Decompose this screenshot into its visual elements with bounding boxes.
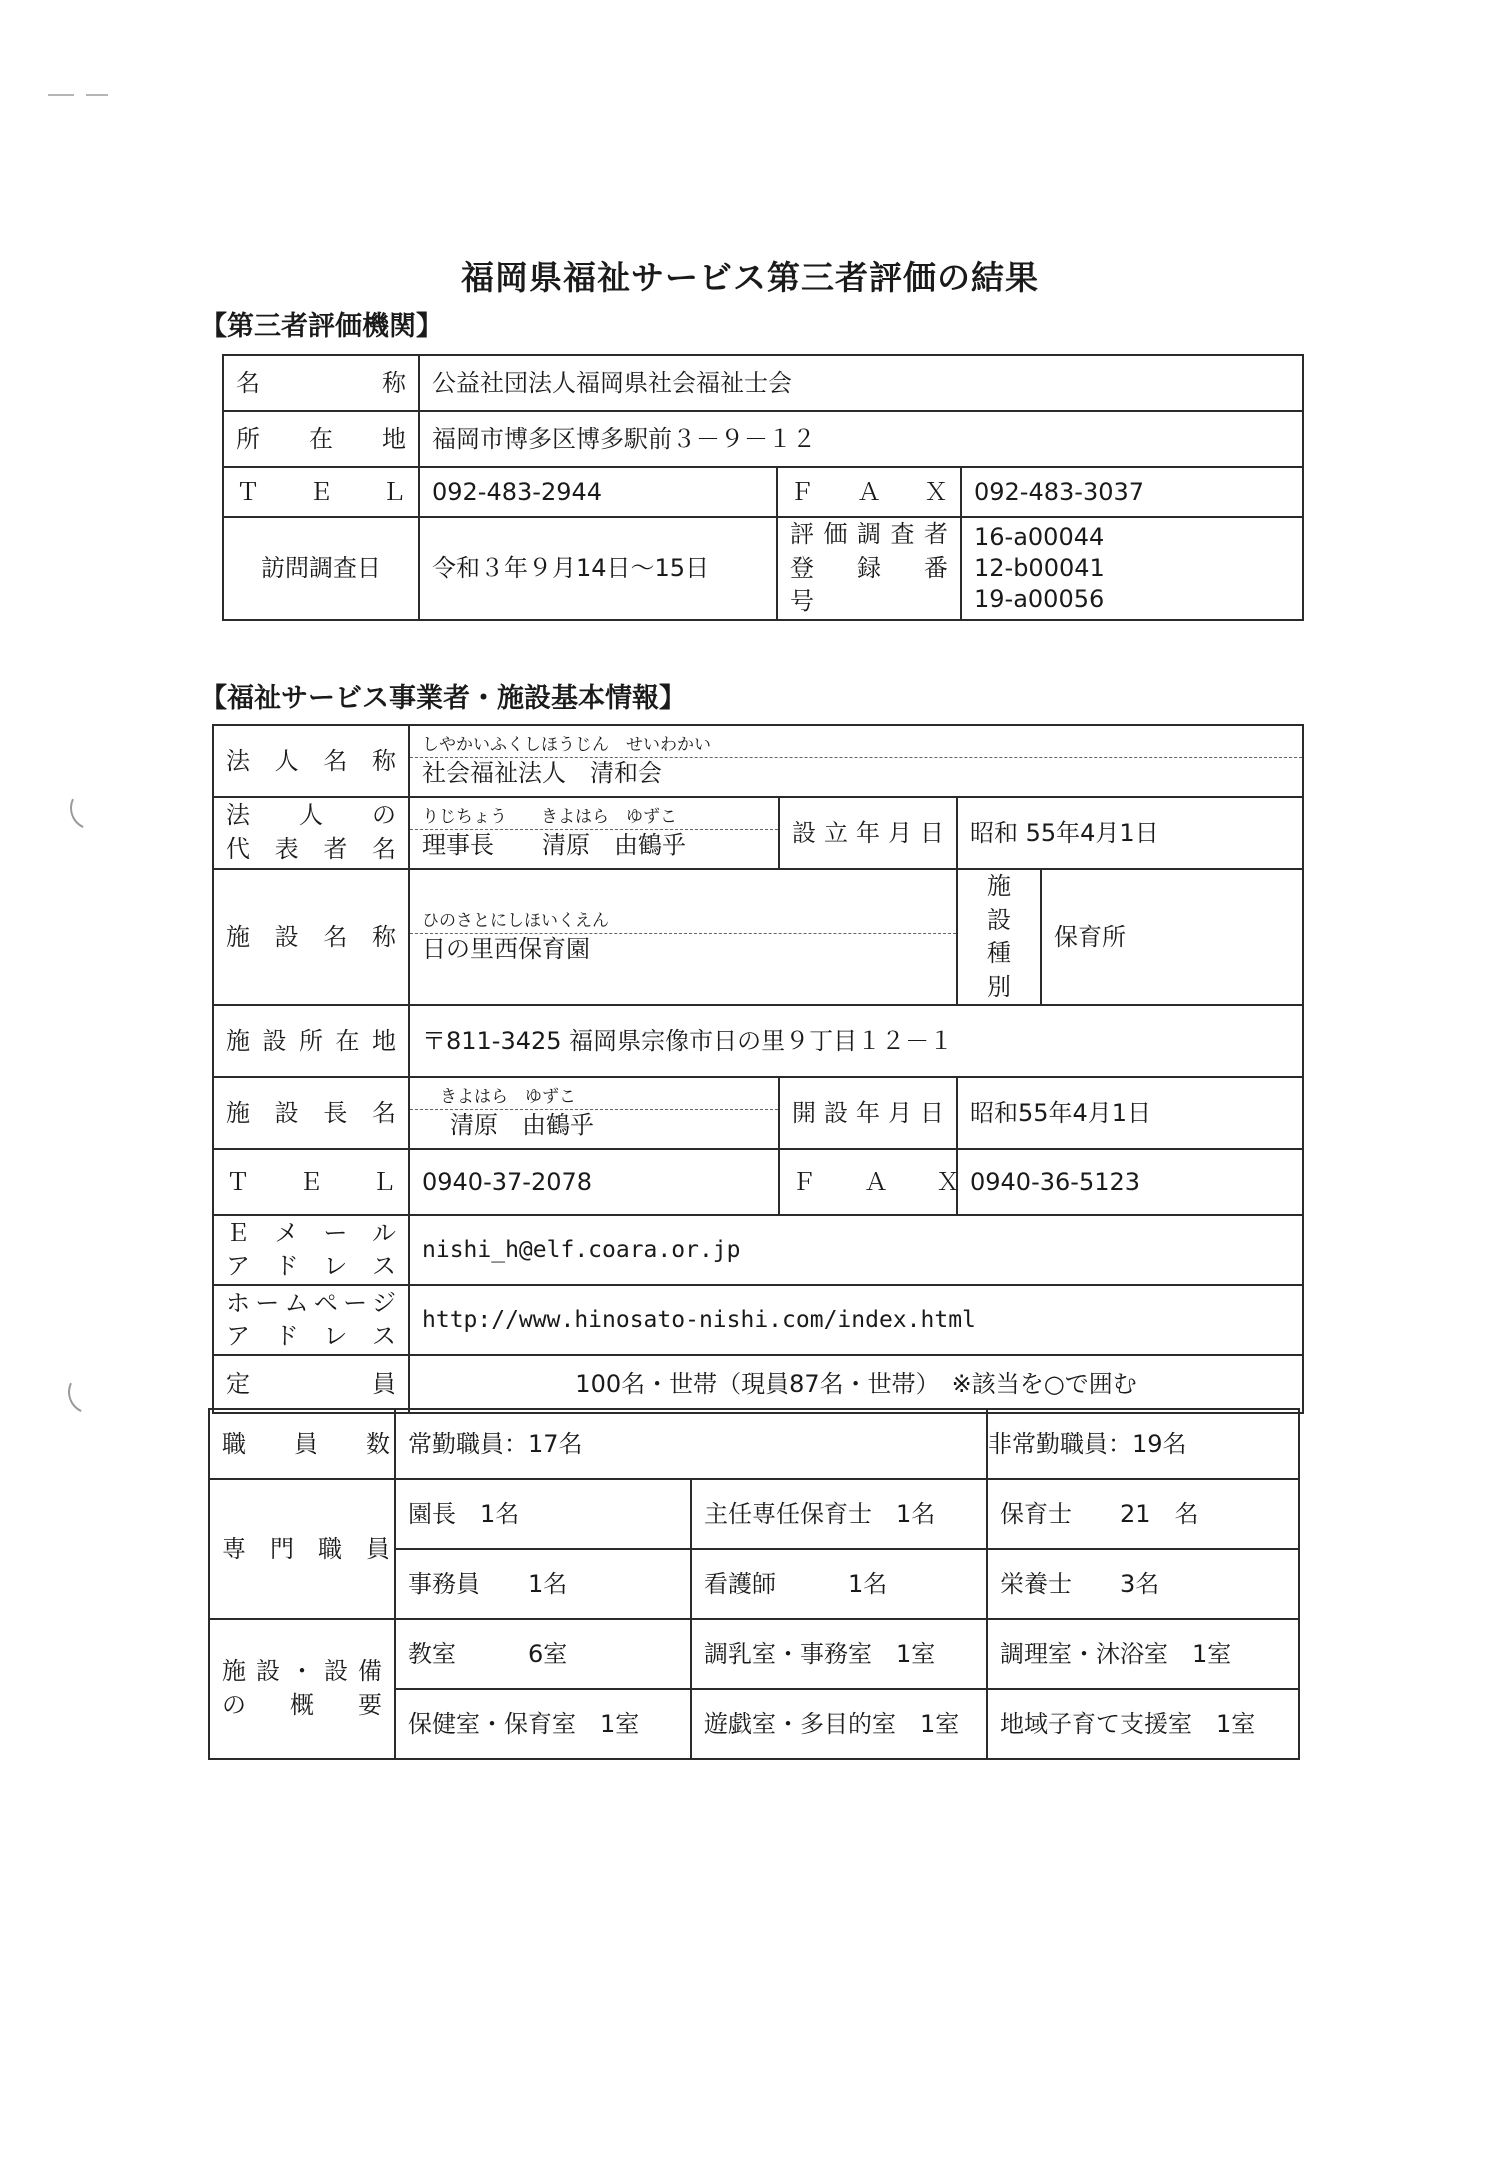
table-row — [223, 411, 1303, 467]
table-row — [213, 1149, 1303, 1215]
label-cell: 施 設 名 称 — [213, 869, 409, 1005]
list-item: 遊戯室・多目的室 1室 — [691, 1689, 987, 1759]
label-cell: 評価調査者 登 録 番 号 — [777, 517, 961, 620]
list-item: 看護師 1名 — [691, 1549, 987, 1619]
table-row — [213, 869, 1303, 1005]
evaluator-tel: 092-483-2944 — [419, 467, 777, 517]
table-row — [209, 1479, 1299, 1549]
label-cell: 訪問調査日 — [223, 517, 419, 620]
list-item: 地域子育て支援室 1室 — [987, 1689, 1299, 1759]
label-cell: 施設・設備 の 概 要 — [209, 1619, 395, 1759]
table-row — [223, 517, 1303, 620]
facility-name-ruby: ひのさとにしほいくえん — [410, 911, 956, 934]
list-item: 調理室・沐浴室 1室 — [987, 1619, 1299, 1689]
table-row — [209, 1619, 1299, 1689]
label-cell: 施 設 種 別 — [957, 869, 1041, 1005]
representative-name: 理事長 清原 由鶴乎 — [422, 830, 686, 859]
table-row — [213, 1077, 1303, 1149]
table-row — [213, 1355, 1303, 1413]
opening-date: 昭和55年4月1日 — [957, 1077, 1303, 1149]
label-cell: 法 人 名 称 — [213, 725, 409, 797]
representative-cell — [409, 797, 779, 869]
label-cell: Ｔ Ｅ Ｌ — [223, 467, 419, 517]
list-item: 栄養士 3名 — [987, 1549, 1299, 1619]
visit-date: 令和３年９月14日～15日 — [419, 517, 777, 620]
table-row — [209, 1409, 1299, 1479]
representative-ruby: りじちょう きよはら ゆずこ — [410, 807, 778, 830]
list-item: 教室 6室 — [395, 1619, 691, 1689]
fulltime-staff: 常勤職員：17名 — [395, 1409, 987, 1479]
table-row — [223, 355, 1303, 411]
label-cell: 開設年月日 — [779, 1077, 957, 1149]
label-cell: 名 称 — [223, 355, 419, 411]
punch-hole-mark — [62, 1364, 118, 1420]
staff-facility-table — [208, 1408, 1300, 1760]
label-cell: Ｅ メ ー ル ア ド レ ス — [213, 1215, 409, 1285]
list-item: 調乳室・事務室 1室 — [691, 1619, 987, 1689]
label-cell: 所 在 地 — [223, 411, 419, 467]
email-address: nishi_h@elf.coara.or.jp — [409, 1215, 1303, 1285]
table-row — [213, 1005, 1303, 1077]
homepage-url: http://www.hinosato-nishi.com/index.html — [409, 1285, 1303, 1355]
director-cell — [409, 1077, 779, 1149]
facility-fax: 0940-36-5123 — [957, 1149, 1303, 1215]
label-cell: ホームページ ア ド レ ス — [213, 1285, 409, 1355]
evaluator-fax: 092-483-3037 — [961, 467, 1303, 517]
capacity-value: 100名・世帯（現員87名・世帯） ※該当を○で囲む — [409, 1355, 1303, 1413]
list-item: 保育士 21 名 — [987, 1479, 1299, 1549]
registration-numbers: 16-a00044 12-b00041 19-a00056 — [961, 517, 1303, 620]
corp-name-cell — [409, 725, 1303, 797]
facility-tel: 0940-37-2078 — [409, 1149, 779, 1215]
punch-hole-mark — [64, 780, 120, 836]
label-cell: 専 門 職 員 — [209, 1479, 395, 1619]
corp-name: 社会福祉法人 清和会 — [422, 758, 662, 787]
list-item: 保健室・保育室 1室 — [395, 1689, 691, 1759]
parttime-staff: 非常勤職員：19名 — [987, 1409, 1299, 1479]
list-item: 主任専任保育士 1名 — [691, 1479, 987, 1549]
list-item: 事務員 1名 — [395, 1549, 691, 1619]
evaluator-address: 福岡市博多区博多駅前３－９－１２ — [419, 411, 1303, 467]
label-cell: 設立年月日 — [779, 797, 957, 869]
section-heading-evaluator: 【第三者評価機関】 — [200, 311, 443, 342]
label-cell: 定 員 — [213, 1355, 409, 1413]
evaluator-table — [222, 354, 1304, 621]
evaluator-name: 公益社団法人福岡県社会福祉士会 — [419, 355, 1303, 411]
label-cell: 職 員 数 — [209, 1409, 395, 1479]
director-name: 清原 由鶴乎 — [450, 1110, 594, 1139]
facility-address: 〒811-3425 福岡県宗像市日の里９丁目１２－１ — [409, 1005, 1303, 1077]
table-row — [223, 467, 1303, 517]
scan-dash-mark — [86, 94, 108, 96]
scan-dash-mark — [48, 94, 74, 96]
label-cell: 法 人 の 代 表 者 名 — [213, 797, 409, 869]
table-row — [213, 1215, 1303, 1285]
label-cell: Ｔ Ｅ Ｌ — [213, 1149, 409, 1215]
director-ruby: きよはら ゆずこ — [410, 1087, 778, 1110]
corp-name-ruby: しやかいふくしほうじん せいわかい — [410, 735, 1302, 758]
label-cell: Ｆ Ａ Ｘ — [779, 1149, 957, 1215]
facility-name: 日の里西保育園 — [422, 934, 590, 963]
table-row — [213, 797, 1303, 869]
list-item: 園長 1名 — [395, 1479, 691, 1549]
label-cell: 施設所在地 — [213, 1005, 409, 1077]
facility-info-table — [212, 724, 1304, 1414]
table-row — [213, 1285, 1303, 1355]
table-row — [213, 725, 1303, 797]
label-cell: Ｆ Ａ Ｘ — [777, 467, 961, 517]
established-date: 昭和 55年4月1日 — [957, 797, 1303, 869]
section-heading-facility: 【福祉サービス事業者・施設基本情報】 — [200, 683, 686, 714]
label-cell: 施 設 長 名 — [213, 1077, 409, 1149]
facility-type: 保育所 — [1041, 869, 1303, 1005]
page-title: 福岡県福祉サービス第三者評価の結果 — [461, 258, 1039, 297]
facility-name-cell — [409, 869, 957, 1005]
